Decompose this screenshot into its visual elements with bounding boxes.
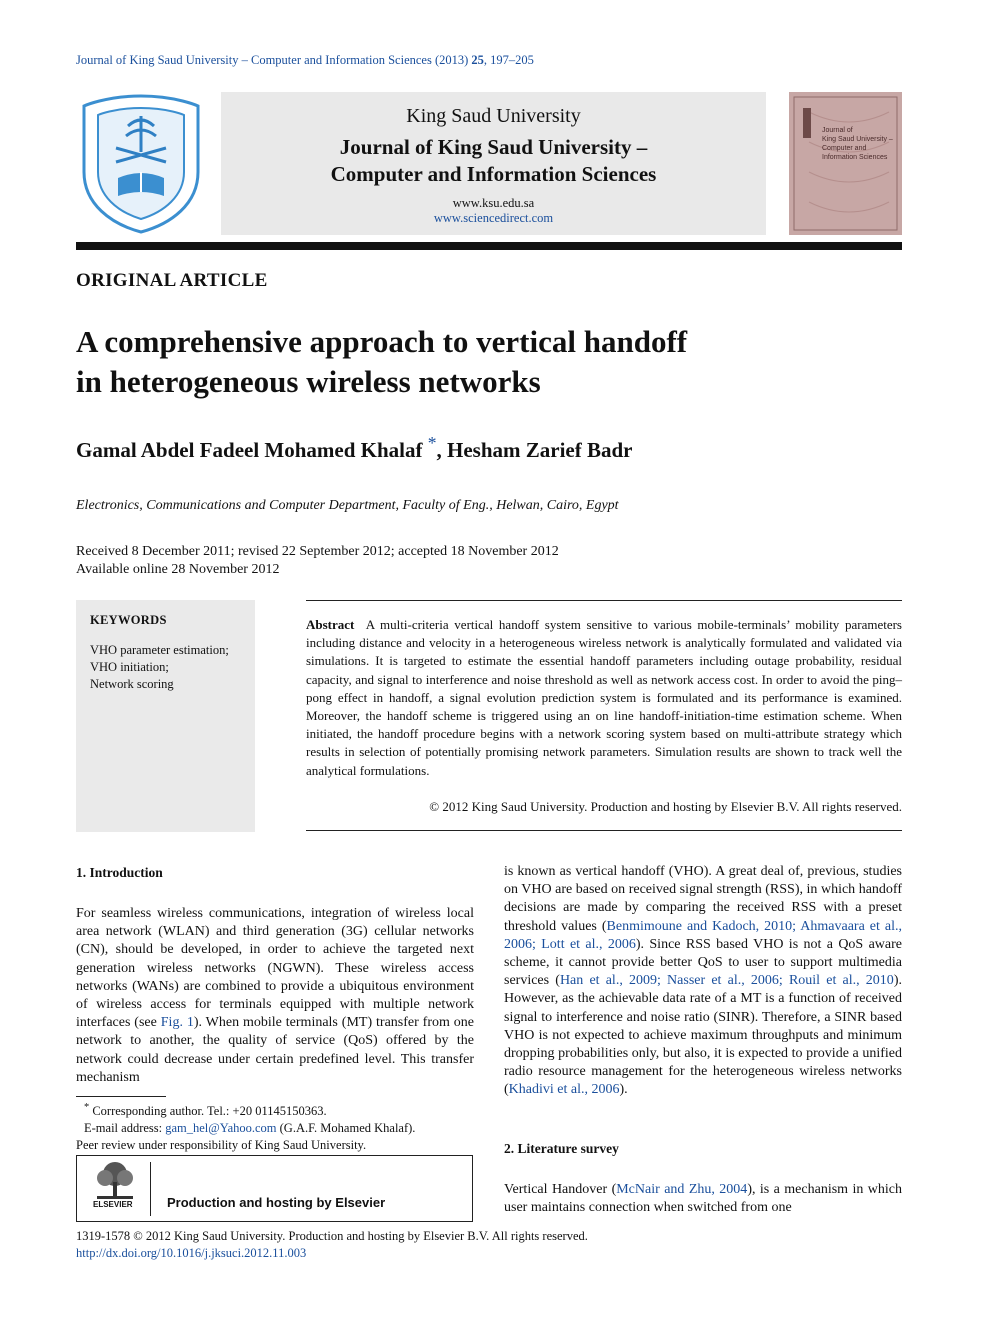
cover-pattern-icon [789, 92, 902, 235]
article-dates: Received 8 December 2011; revised 22 September 2012; accepted 18 November 2012 Available online 28 November 2012 [76, 544, 559, 577]
elsevier-wordmark: ELSEVIER [93, 1200, 133, 1209]
journal-title: Journal of King Saud University – Computer and Information Sciences [330, 135, 657, 186]
header-rule [76, 242, 902, 250]
keywords-list [90, 642, 255, 693]
issn-line: 1319-1578 © 2012 King Saud University. Production and hosting by Elsevier B.V. All rights reserved. [76, 1229, 588, 1243]
sciencedirect-link[interactable]: www.sciencedirect.com [433, 211, 554, 225]
doi-link[interactable]: http://dx.doi.org/10.1016/j.jksuci.2012.11.003 [76, 1246, 307, 1260]
affiliation: Electronics, Communications and Computer Department, Faculty of Eng., Helwan, Cairo, Egypt [76, 498, 619, 513]
keyword-item: VHO initiation; [90, 660, 169, 674]
page-footer [76, 1228, 588, 1262]
elsevier-divider [150, 1162, 151, 1216]
elsevier-box [76, 1155, 473, 1222]
keywords-box [76, 600, 255, 832]
ksu-url[interactable]: www.ksu.edu.sa [452, 196, 535, 210]
literature-heading: 2. Literature survey [504, 1141, 619, 1156]
reference-link[interactable]: Han et al., 2009; Nasser et al., 2006; Rouil et al., 2010 [559, 973, 894, 989]
footnote-rule [76, 1096, 166, 1097]
keyword-item: VHO parameter estimation; [90, 643, 229, 657]
right-column-paragraph: is known as vertical handoff (VHO). A great deal of, previous, studies on VHO are based on received signal strength (RSS), in which handoff decisions are made by comparing the received RSS with a preset threshold values (Benmimoune and Kadoch, 2010; Ahmavaara et al., 2006; Lott et al., 2006). Since RSS based VHO is not a QoS aware scheme, it cannot provide better QoS to user to support multimedia services (Han et al., 2009; Nasser et al., 2006; Rouil et al., 2010). However, as the achievable data rate of a MT is a function of received signal to interference and noise ratio (SINR). Therefore, a SINR based VHO is not expected to achieve maximum throughputs and minimum dropping probabilities only, but also, it is expected to provide a unified radio resource management for the heterogeneous wireless networks (Khadivi et al., 2006). [504, 864, 902, 1098]
abstract-heading: Abstract [306, 617, 355, 632]
ksu-emblem-icon [76, 92, 206, 235]
abstract-bottom-rule [306, 830, 902, 831]
elsevier-hosting-text: Production and hosting by Elsevier [167, 1195, 386, 1210]
author-list: Gamal Abdel Fadeel Mohamed Khalaf *, Hesham Zarief Badr [76, 433, 633, 462]
keyword-item: Network scoring [90, 677, 174, 691]
keywords-heading: KEYWORDS [90, 613, 167, 627]
author-email-link[interactable]: gam_hel@Yahoo.com [165, 1121, 277, 1136]
literature-paragraph: Vertical Handover (McNair and Zhu, 2004), is a mechanism in which user maintains connection when switched from one [504, 1182, 902, 1216]
reference-link[interactable]: McNair and Zhu, 2004 [616, 1182, 748, 1197]
intro-heading: 1. Introduction [76, 865, 163, 880]
university-name: King Saud University [406, 105, 581, 127]
cover-title: Journal of King Saud University – Computer and Information Sciences [822, 127, 893, 161]
abstract-body: Abstract A multi-criteria vertical handoff system sensitive to various mobile-terminals’ mobility parameters including distance and velocity in a heterogeneous wireless network is analytically formulated and validated via simulations. It is targeted to estimate the essential handoff parameters including outage probability, residual capacity, and signal to interference and noise threshold as well as network access cost. In order to avoid the ping–pong effect in handoff, a signal evolution prediction system is formulated and its performance is examined. Moreover, the handoff scheme is triggered using an on line handoff-initiation-time estimation scheme. When initiated, the handoff procedure begins with a network scoring system based on multi-attribute strategy which results in selection of potentially promising network parameters. Simulation results are shown to track well the analytical formulations. [306, 617, 902, 778]
abstract-copyright: © 2012 King Saud University. Production and hosting by Elsevier B.V. All rights reserved. [429, 799, 902, 814]
journal-cover[interactable] [789, 92, 902, 235]
article-type: ORIGINAL ARTICLE [76, 270, 268, 291]
journal-citation[interactable]: Journal of King Saud University – Computer and Information Sciences (2013) 25, 197–205 [76, 53, 534, 67]
figure-link[interactable]: Fig. 1 [160, 1015, 194, 1031]
corresponding-author-mark[interactable]: * [427, 433, 437, 453]
journal-banner [221, 92, 766, 235]
intro-paragraph: For seamless wireless communications, integration of wireless local area network (WLAN) and third generation (3G) cellular networks (CN), should be developed, in order to achieve the targeted next generation wireless networks (NGWN). These wireless access networks (WANs) are combined to provide a ubiquitous environment of wireless access for terminals equipped with multiple network interfaces (see Fig. 1). When mobile terminals (MT) transfer from one network to another, the quality of service (QoS) offered by the network could decrease under certain predefined level. This transfer mechanism [76, 906, 475, 1085]
ksu-logo [76, 92, 206, 235]
reference-link[interactable]: Benmimoune and Kadoch, 2010; Ahmavaara et al., 2006; Lott et al., 2006 [504, 918, 902, 952]
article-title: A comprehensive approach to vertical handoff in heterogeneous wireless networks [76, 324, 688, 399]
elsevier-tree-icon [87, 1160, 143, 1202]
abstract-top-rule [306, 600, 902, 601]
reference-link[interactable]: Khadivi et al., 2006 [508, 1082, 620, 1098]
footnotes: * Corresponding author. Tel.: +20 01145150363. E-mail address: gam_hel@Yahoo.com (G.A.F. Mohamed Khalaf). Peer review under responsibility of King Saud University. [76, 1102, 416, 1153]
